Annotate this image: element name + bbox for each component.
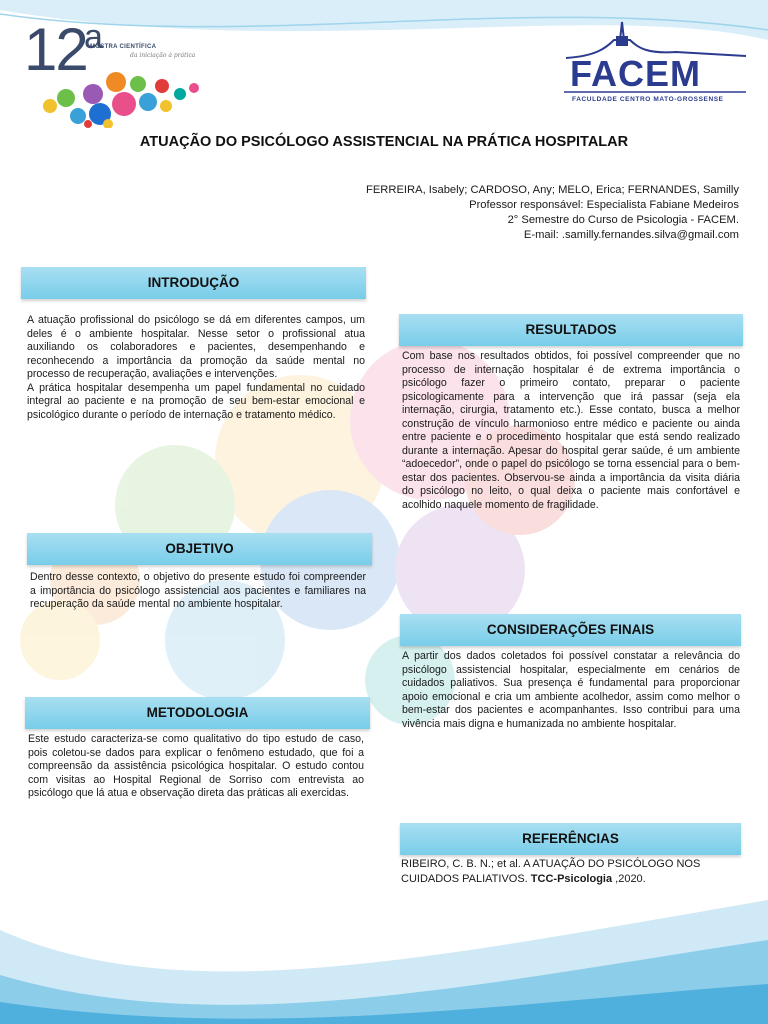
author-names: FERREIRA, Isabely; CARDOSO, Any; MELO, Erica; FERNANDES, Samilly xyxy=(366,184,739,196)
paragraph: A prática hospitalar desempenha um papel fundamental no cuidado integral ao paciente e na promoção de seu bem-estar emocional e psicológico durante o período de internação e tratamento médico. xyxy=(27,381,365,421)
authors-block xyxy=(219,183,739,243)
section-body-objetivo xyxy=(30,571,366,612)
section-heading-objetivo: OBJETIVO xyxy=(27,533,372,565)
paragraph: Este estudo caracteriza-se como qualitativo do tipo estudo de caso, pois coletou-se dados para explicar o fenômeno estudado, que foi a compreensão da assistência psicológica hospitalar. O estudo contou com visitas ao Hospital Regional de Sorriso com entrevista ao psicólogo que lá atua e observação direta das práticas ali exercidas. xyxy=(28,733,364,799)
reference-text: RIBEIRO, C. B. N.; et al. A ATUAÇÃO DO PSICÓLOGO NOS CUIDADOS PALIATIVOS. xyxy=(401,858,701,885)
facem-wordmark: FACEM xyxy=(570,53,701,94)
event-logo-number: 12 xyxy=(24,16,87,83)
reference-entry xyxy=(401,857,746,887)
section-body-resultados xyxy=(402,350,740,512)
section-heading-metodologia: METODOLOGIA xyxy=(25,697,370,729)
paragraph: Com base nos resultados obtidos, foi possível compreender que no processo de internação hospitalar é de extrema importância o psicólogo fazer o primeiro contato, preparar o paciente psicologicamente para a intervenção que irá passar (seja ela internação, cirurgia, tratamento etc.). Esse contato, busca a melhor construção de vínculo harmonioso entre médico e paciente ou ainda entre paciente e o procedimento hospitalar que está sendo realizado durante a internação. Apesar do hospital gerar saúde, é um ambiente “adoecedor”, onde o papel do psicólogo se torna essencial para o bem-estar dos pacientes. Observou-se ainda a importância da visita diária do psicólogo no leito, o qual deixa o paciente mais confortável e acolhido naquele momento de fragilidade. xyxy=(402,350,740,511)
event-logo xyxy=(18,18,218,128)
colorful-icons-cluster xyxy=(38,58,218,128)
facem-subtitle: FACULDADE CENTRO MATO-GROSSENSE xyxy=(572,96,724,103)
reference-tail: ,2020. xyxy=(612,873,646,885)
course-line: 2° Semestre do Curso de Psicologia - FACEM. xyxy=(507,214,739,226)
section-heading-referencias: REFERÊNCIAS xyxy=(400,823,741,855)
section-heading-introducao: INTRODUÇÃO xyxy=(21,267,366,299)
reference-bold: TCC-Psicologia xyxy=(530,873,613,885)
event-logo-tagline: da iniciação à prática xyxy=(130,52,196,59)
section-body-consideracoes xyxy=(402,650,740,731)
paragraph: A partir dos dados coletados foi possível constatar a relevância do psicólogo assistencial hospitalar, especialmente em cenários de cuidados paliativos. Sua presença é fundamental para proporcionar apoio emocional e cria um ambiente acolhedor, assim como melhor o bem-estar dos pacientes e acompanhantes. Isso contribui para uma vivência mais digna e humanizada no ambiente hospitalar. xyxy=(402,650,740,730)
section-body-metodologia xyxy=(28,733,364,801)
paragraph: A atuação profissional do psicólogo se dá em diferentes campos, um deles é o ambiente hospitalar. Nesse setor o profissional atua auxiliando os colaboradores e pacientes, desempenhando e reconhecendo a importância da promoção da saúde mental no processo de recuperação, avaliações e intervenções. xyxy=(27,314,365,380)
paragraph: Dentro desse contexto, o objetivo do presente estudo foi compreender a importância do psicólogo assistencial aos pacientes e familiares na recuperação da saúde mental no ambiente hospitalar. xyxy=(30,571,366,610)
event-logo-ordinal: a xyxy=(84,18,103,56)
email-line: E-mail: .samilly.fernandes.silva@gmail.com xyxy=(523,229,739,241)
facem-logo xyxy=(556,18,756,110)
advisor-line: Professor responsável: Especialista Fabiane Medeiros xyxy=(469,199,739,211)
section-heading-consideracoes: CONSIDERAÇÕES FINAIS xyxy=(400,614,741,646)
poster-title: ATUAÇÃO DO PSICÓLOGO ASSISTENCIAL NA PRÁTICA HOSPITALAR xyxy=(139,134,629,150)
section-body-introducao xyxy=(27,314,365,422)
section-heading-resultados: RESULTADOS xyxy=(399,314,743,346)
event-logo-title: MOSTRA CIENTÍFICA xyxy=(90,44,157,50)
